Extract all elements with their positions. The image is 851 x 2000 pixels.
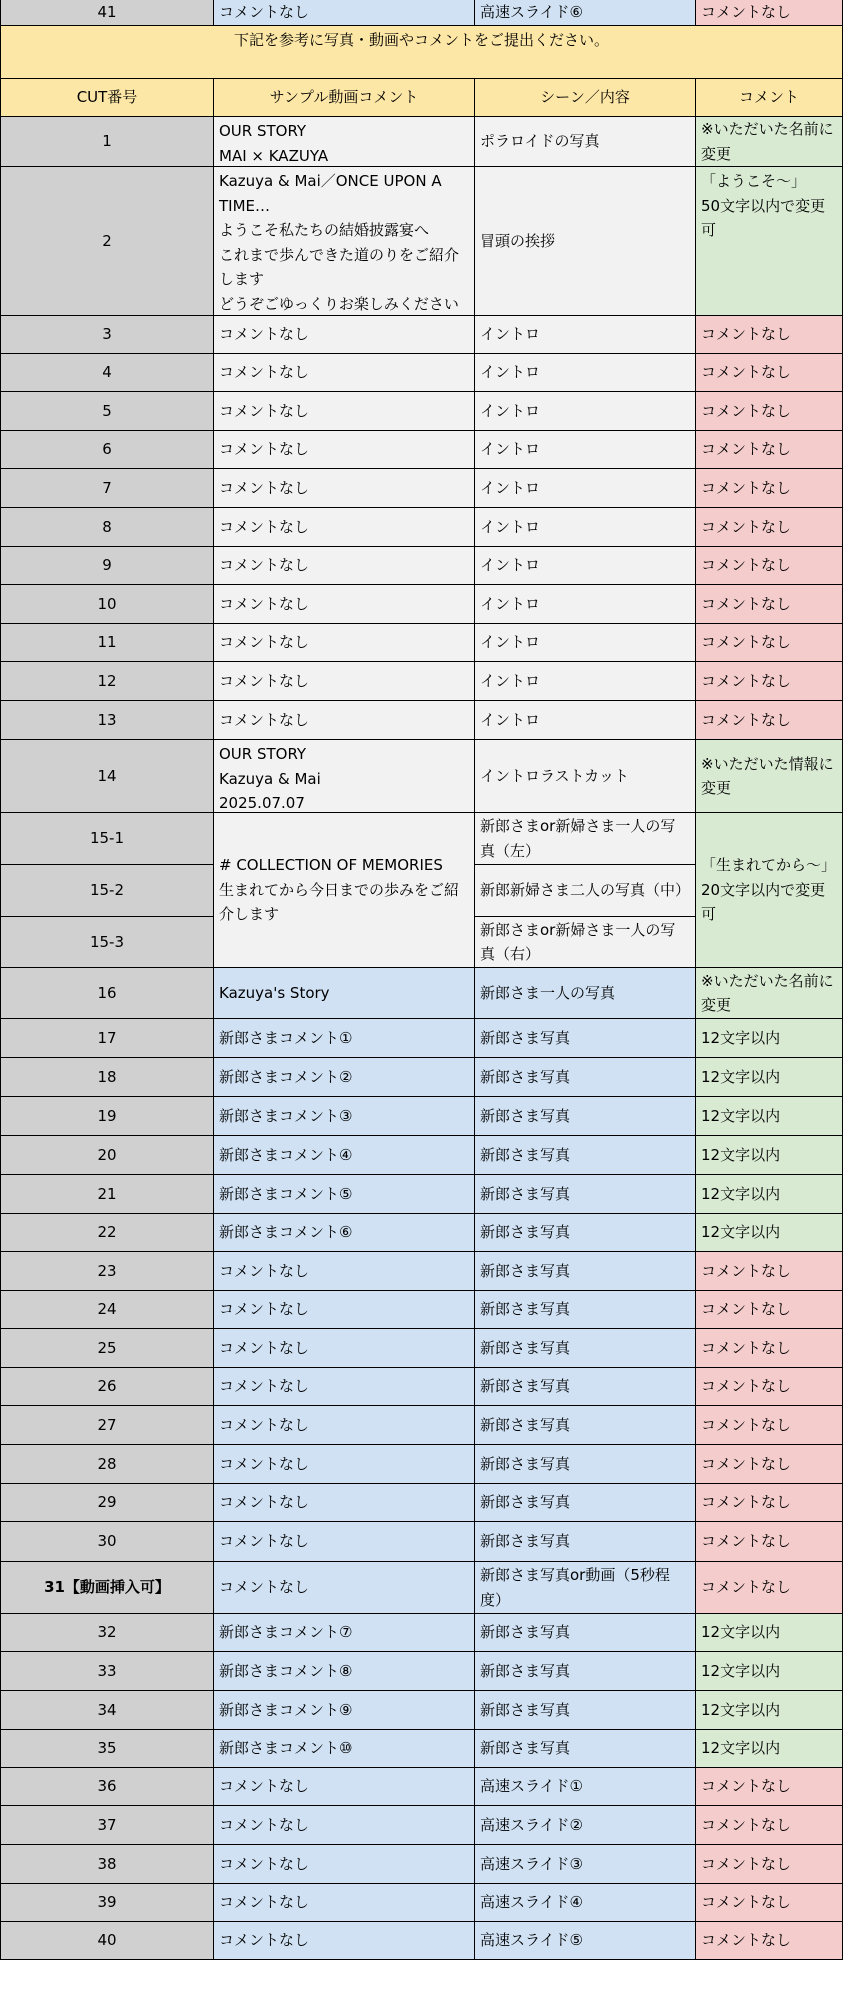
comment-cell: 12文字以内 xyxy=(696,1175,843,1214)
scene-cell: 高速スライド① xyxy=(475,1768,696,1806)
sample-comment-cell: OUR STORY MAI × KAZUYA xyxy=(214,117,475,167)
sample-comment-cell: コメントなし xyxy=(214,354,475,392)
scene-cell: 新郎さま写真 xyxy=(475,1097,696,1136)
sample-comment-cell: 新郎さまコメント② xyxy=(214,1058,475,1097)
comment-cell: コメントなし xyxy=(696,1252,843,1291)
scene-cell: ポラロイドの写真 xyxy=(475,117,696,167)
sample-comment-cell: # COLLECTION OF MEMORIES 生まれてから今日までの歩みをご紹介します xyxy=(214,813,475,968)
scene-cell: 新郎さまor新婦さま一人の写真（右） xyxy=(475,917,696,968)
sample-comment-cell: コメントなし xyxy=(214,547,475,585)
comment-cell: コメントなし xyxy=(696,1522,843,1562)
sample-comment-cell: 新郎さまコメント⑨ xyxy=(214,1691,475,1730)
cut-number-cell: 1 xyxy=(0,117,214,167)
comment-cell: コメントなし xyxy=(696,701,843,740)
scene-cell: イントロ xyxy=(475,431,696,469)
sample-comment-cell: コメントなし xyxy=(214,431,475,469)
cut-number-cell: 15-1 xyxy=(0,813,214,865)
sample-comment-cell: 新郎さまコメント⑩ xyxy=(214,1730,475,1768)
cut-number-cell: 33 xyxy=(0,1652,214,1691)
cut-number-cell: 36 xyxy=(0,1768,214,1806)
comment-cell: 「ようこそ～」 50文字以内で変更可 xyxy=(696,167,843,316)
comment-cell: コメントなし xyxy=(696,316,843,354)
scene-cell: イントロラストカット xyxy=(475,740,696,813)
cut-number-cell: 29 xyxy=(0,1484,214,1522)
comment-cell: コメントなし xyxy=(696,1562,843,1614)
cut-number-cell: 25 xyxy=(0,1329,214,1368)
sample-comment-cell: Kazuya's Story xyxy=(214,968,475,1019)
sample-comment-cell: 新郎さまコメント⑥ xyxy=(214,1214,475,1252)
scene-cell: イントロ xyxy=(475,585,696,624)
cut-number-cell: 17 xyxy=(0,1019,214,1058)
scene-cell: イントロ xyxy=(475,624,696,662)
scene-cell: 新郎さま写真 xyxy=(475,1691,696,1730)
scene-cell: 新郎さま写真 xyxy=(475,1522,696,1562)
comment-cell: 12文字以内 xyxy=(696,1614,843,1652)
cut-number-cell: 4 xyxy=(0,354,214,392)
sample-comment-cell: コメントなし xyxy=(214,508,475,547)
cut-number-cell: 15-3 xyxy=(0,917,214,968)
scene-cell: 新郎さま写真or動画（5秒程度） xyxy=(475,1562,696,1614)
header-scene: シーン／内容 xyxy=(475,79,696,117)
cut-number-cell: 2 xyxy=(0,167,214,316)
scene-cell: 新郎さま写真 xyxy=(475,1214,696,1252)
scene-cell: 高速スライド④ xyxy=(475,1884,696,1922)
sample-comment-cell: コメントなし xyxy=(214,392,475,431)
sample-comment-cell: コメントなし xyxy=(214,1252,475,1291)
scene-cell: 新郎さま写真 xyxy=(475,1445,696,1484)
scene-cell: 新郎さま写真 xyxy=(475,1484,696,1522)
cut-number-cell: 15-2 xyxy=(0,865,214,917)
sample-comment-cell: コメントなし xyxy=(214,0,475,26)
sample-comment-cell: 新郎さまコメント③ xyxy=(214,1097,475,1136)
comment-cell: コメントなし xyxy=(696,0,843,26)
comment-cell: コメントなし xyxy=(696,1291,843,1329)
scene-cell: イントロ xyxy=(475,662,696,701)
cut-number-cell: 20 xyxy=(0,1136,214,1175)
cut-number-cell: 8 xyxy=(0,508,214,547)
comment-cell: コメントなし xyxy=(696,1445,843,1484)
cut-number-cell: 35 xyxy=(0,1730,214,1768)
cut-number-cell: 9 xyxy=(0,547,214,585)
scene-cell: 高速スライド③ xyxy=(475,1845,696,1884)
scene-cell: 新郎さまor新婦さま一人の写真（左） xyxy=(475,813,696,865)
cut-number-cell: 16 xyxy=(0,968,214,1019)
scene-cell: 新郎さま写真 xyxy=(475,1652,696,1691)
scene-cell: 新郎さま写真 xyxy=(475,1175,696,1214)
header-comment: コメント xyxy=(696,79,843,117)
comment-cell: ※いただいた名前に変更 xyxy=(696,968,843,1019)
comment-cell: ※いただいた名前に変更 xyxy=(696,117,843,167)
comment-cell: コメントなし xyxy=(696,1806,843,1845)
scene-cell: イントロ xyxy=(475,701,696,740)
scene-cell: 高速スライド② xyxy=(475,1806,696,1845)
sample-comment-cell: コメントなし xyxy=(214,1806,475,1845)
cut-number-cell: 24 xyxy=(0,1291,214,1329)
scene-cell: 新郎さま写真 xyxy=(475,1730,696,1768)
comment-cell: 12文字以内 xyxy=(696,1214,843,1252)
scene-cell: イントロ xyxy=(475,354,696,392)
sample-comment-cell: コメントなし xyxy=(214,1368,475,1406)
cut-number-cell: 39 xyxy=(0,1884,214,1922)
scene-cell: 新郎さま写真 xyxy=(475,1614,696,1652)
sample-comment-cell: コメントなし xyxy=(214,1768,475,1806)
comment-cell: コメントなし xyxy=(696,1768,843,1806)
comment-cell: コメントなし xyxy=(696,1922,843,1960)
comment-cell: 12文字以内 xyxy=(696,1136,843,1175)
cut-number-cell: 11 xyxy=(0,624,214,662)
cut-number-cell: 28 xyxy=(0,1445,214,1484)
cut-number-cell: 7 xyxy=(0,469,214,508)
scene-cell: 新郎さま一人の写真 xyxy=(475,968,696,1019)
sample-comment-cell: コメントなし xyxy=(214,585,475,624)
scene-cell: 高速スライド⑤ xyxy=(475,1922,696,1960)
comment-cell: コメントなし xyxy=(696,469,843,508)
comment-cell: コメントなし xyxy=(696,354,843,392)
scene-cell: 新郎さま写真 xyxy=(475,1058,696,1097)
cut-number-cell: 5 xyxy=(0,392,214,431)
scene-cell: 冒頭の挨拶 xyxy=(475,167,696,316)
scene-cell: 新郎さま写真 xyxy=(475,1368,696,1406)
scene-cell: 新郎さま写真 xyxy=(475,1406,696,1445)
scene-cell: イントロ xyxy=(475,508,696,547)
comment-cell: 12文字以内 xyxy=(696,1019,843,1058)
cut-number-cell: 18 xyxy=(0,1058,214,1097)
scene-cell: 高速スライド⑥ xyxy=(475,0,696,26)
sample-comment-cell: コメントなし xyxy=(214,1522,475,1562)
scene-cell: 新郎新婦さま二人の写真（中） xyxy=(475,865,696,917)
comment-cell: 「生まれてから～」 20文字以内で変更可 xyxy=(696,813,843,968)
cut-number-cell: 14 xyxy=(0,740,214,813)
sample-comment-cell: コメントなし xyxy=(214,1406,475,1445)
cut-number-cell: 23 xyxy=(0,1252,214,1291)
scene-cell: 新郎さま写真 xyxy=(475,1019,696,1058)
cut-number-cell: 22 xyxy=(0,1214,214,1252)
instruction-banner: 下記を参考に写真・動画やコメントをご提出ください。 xyxy=(0,0,843,79)
comment-cell: コメントなし xyxy=(696,508,843,547)
sample-comment-cell: コメントなし xyxy=(214,1884,475,1922)
cut-number-cell: 27 xyxy=(0,1406,214,1445)
comment-cell: コメントなし xyxy=(696,1484,843,1522)
sample-comment-cell: コメントなし xyxy=(214,662,475,701)
cut-number-cell: 12 xyxy=(0,662,214,701)
cut-number-cell: 34 xyxy=(0,1691,214,1730)
sample-comment-cell: コメントなし xyxy=(214,469,475,508)
cut-number-cell: 31【動画挿入可】 xyxy=(0,1562,214,1614)
sample-comment-cell: 新郎さまコメント① xyxy=(214,1019,475,1058)
cut-number-cell: 19 xyxy=(0,1097,214,1136)
sample-comment-cell: コメントなし xyxy=(214,1922,475,1960)
scene-cell: 新郎さま写真 xyxy=(475,1252,696,1291)
comment-cell: コメントなし xyxy=(696,392,843,431)
sample-comment-cell: 新郎さまコメント⑤ xyxy=(214,1175,475,1214)
sample-comment-cell: コメントなし xyxy=(214,1484,475,1522)
comment-cell: コメントなし xyxy=(696,1406,843,1445)
comment-cell: コメントなし xyxy=(696,1884,843,1922)
scene-cell: イントロ xyxy=(475,469,696,508)
scene-cell: イントロ xyxy=(475,547,696,585)
sample-comment-cell: コメントなし xyxy=(214,1291,475,1329)
sample-comment-cell: OUR STORY Kazuya & Mai 2025.07.07 xyxy=(214,740,475,813)
comment-cell: コメントなし xyxy=(696,585,843,624)
cut-number-cell: 41 xyxy=(0,0,214,26)
cut-number-cell: 3 xyxy=(0,316,214,354)
cut-number-cell: 30 xyxy=(0,1522,214,1562)
sample-comment-cell: コメントなし xyxy=(214,701,475,740)
sample-comment-cell: コメントなし xyxy=(214,1845,475,1884)
comment-cell: コメントなし xyxy=(696,1368,843,1406)
cut-number-cell: 13 xyxy=(0,701,214,740)
sample-comment-cell: コメントなし xyxy=(214,624,475,662)
sample-comment-cell: コメントなし xyxy=(214,1445,475,1484)
comment-cell: コメントなし xyxy=(696,662,843,701)
comment-cell: 12文字以内 xyxy=(696,1691,843,1730)
sample-comment-cell: 新郎さまコメント⑧ xyxy=(214,1652,475,1691)
comment-cell: 12文字以内 xyxy=(696,1058,843,1097)
comment-cell: 12文字以内 xyxy=(696,1652,843,1691)
comment-cell: ※いただいた情報に変更 xyxy=(696,740,843,813)
cut-number-cell: 32 xyxy=(0,1614,214,1652)
cut-number-cell: 38 xyxy=(0,1845,214,1884)
cut-number-cell: 37 xyxy=(0,1806,214,1845)
comment-cell: コメントなし xyxy=(696,1329,843,1368)
header-cut-number: CUT番号 xyxy=(0,79,214,117)
cut-number-cell: 21 xyxy=(0,1175,214,1214)
cut-number-cell: 6 xyxy=(0,431,214,469)
sample-comment-cell: コメントなし xyxy=(214,1562,475,1614)
sample-comment-cell: Kazuya & Mai／ONCE UPON A TIME… ようこそ私たちの結婚披露宴へ これまで歩んできた道のりをご紹介します どうぞごゆっくりお楽しみください xyxy=(214,167,475,316)
cut-number-cell: 40 xyxy=(0,1922,214,1960)
scene-cell: 新郎さま写真 xyxy=(475,1136,696,1175)
comment-cell: コメントなし xyxy=(696,624,843,662)
comment-cell: 12文字以内 xyxy=(696,1097,843,1136)
comment-cell: コメントなし xyxy=(696,547,843,585)
scene-cell: イントロ xyxy=(475,316,696,354)
cut-number-cell: 26 xyxy=(0,1368,214,1406)
scene-cell: 新郎さま写真 xyxy=(475,1329,696,1368)
comment-cell: コメントなし xyxy=(696,1845,843,1884)
sample-comment-cell: コメントなし xyxy=(214,316,475,354)
sample-comment-cell: 新郎さまコメント④ xyxy=(214,1136,475,1175)
sample-comment-cell: コメントなし xyxy=(214,1329,475,1368)
header-sample-comment: サンプル動画コメント xyxy=(214,79,475,117)
comment-cell: コメントなし xyxy=(696,431,843,469)
comment-cell: 12文字以内 xyxy=(696,1730,843,1768)
sample-comment-cell: 新郎さまコメント⑦ xyxy=(214,1614,475,1652)
scene-cell: イントロ xyxy=(475,392,696,431)
scene-cell: 新郎さま写真 xyxy=(475,1291,696,1329)
cut-number-cell: 10 xyxy=(0,585,214,624)
